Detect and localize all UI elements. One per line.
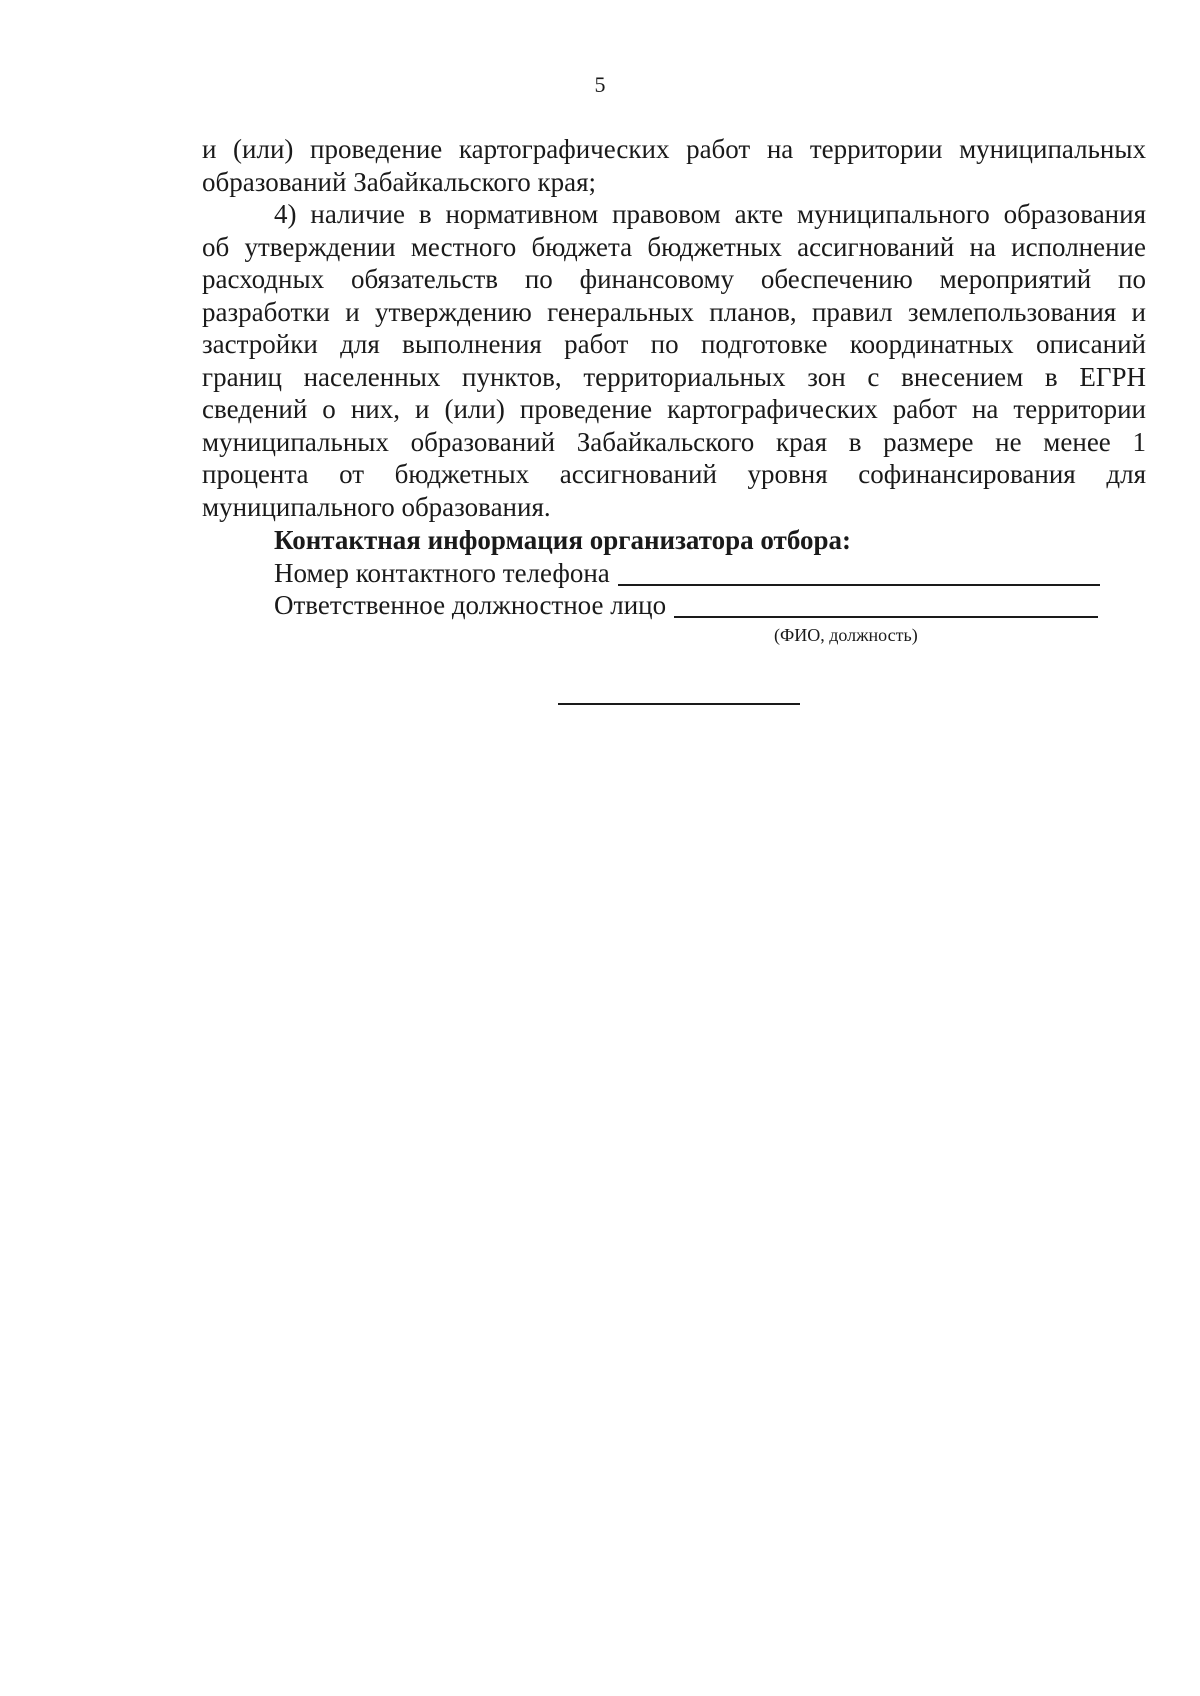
paragraph-continuation (202, 133, 1146, 198)
document-body (202, 133, 1146, 621)
text-line: расходных обязательств по финансовому обеспечению мероприятий по (202, 264, 1146, 294)
phone-field-row (202, 557, 1146, 589)
person-field-row (202, 589, 1146, 621)
text-line: разработки и утверждению генеральных планов, правил землепользования и (202, 296, 1146, 327)
phone-blank-line (618, 558, 1100, 586)
text-line: процента от бюджетных ассигнований уровня софинансирования для (202, 459, 1146, 489)
phone-label: Номер контактного телефона (274, 558, 610, 588)
text-line: и (или) проведение картографических работ на территории муниципальных (202, 134, 1146, 164)
person-label: Ответственное должностное лицо (274, 590, 667, 620)
text-line: муниципального образования. (202, 491, 551, 522)
text-line: застройки для выполнения работ по подготовке координатных описаний (202, 329, 1146, 359)
person-field-caption: (ФИО, должность) (774, 625, 918, 645)
contact-heading: Контактная информация организатора отбора: (274, 525, 851, 555)
text-line: границ населенных пунктов, территориальных зон с внесением в ЕГРН (202, 361, 1146, 392)
page-number: 5 (594, 72, 606, 97)
paragraph-item-4 (202, 198, 1146, 523)
end-of-document-rule (558, 703, 800, 705)
text-line: муниципальных образований Забайкальского края в размере не менее 1 (202, 426, 1146, 457)
text-line: об утверждении местного бюджета бюджетных ассигнований на исполнение (202, 231, 1146, 262)
person-blank-line (674, 590, 1098, 618)
text-line: 4) наличие в нормативном правовом акте муниципального образования (274, 199, 1146, 229)
text-line: сведений о них, и (или) проведение картографических работ на территории (202, 394, 1146, 424)
text-line: образований Забайкальского края; (202, 166, 597, 197)
